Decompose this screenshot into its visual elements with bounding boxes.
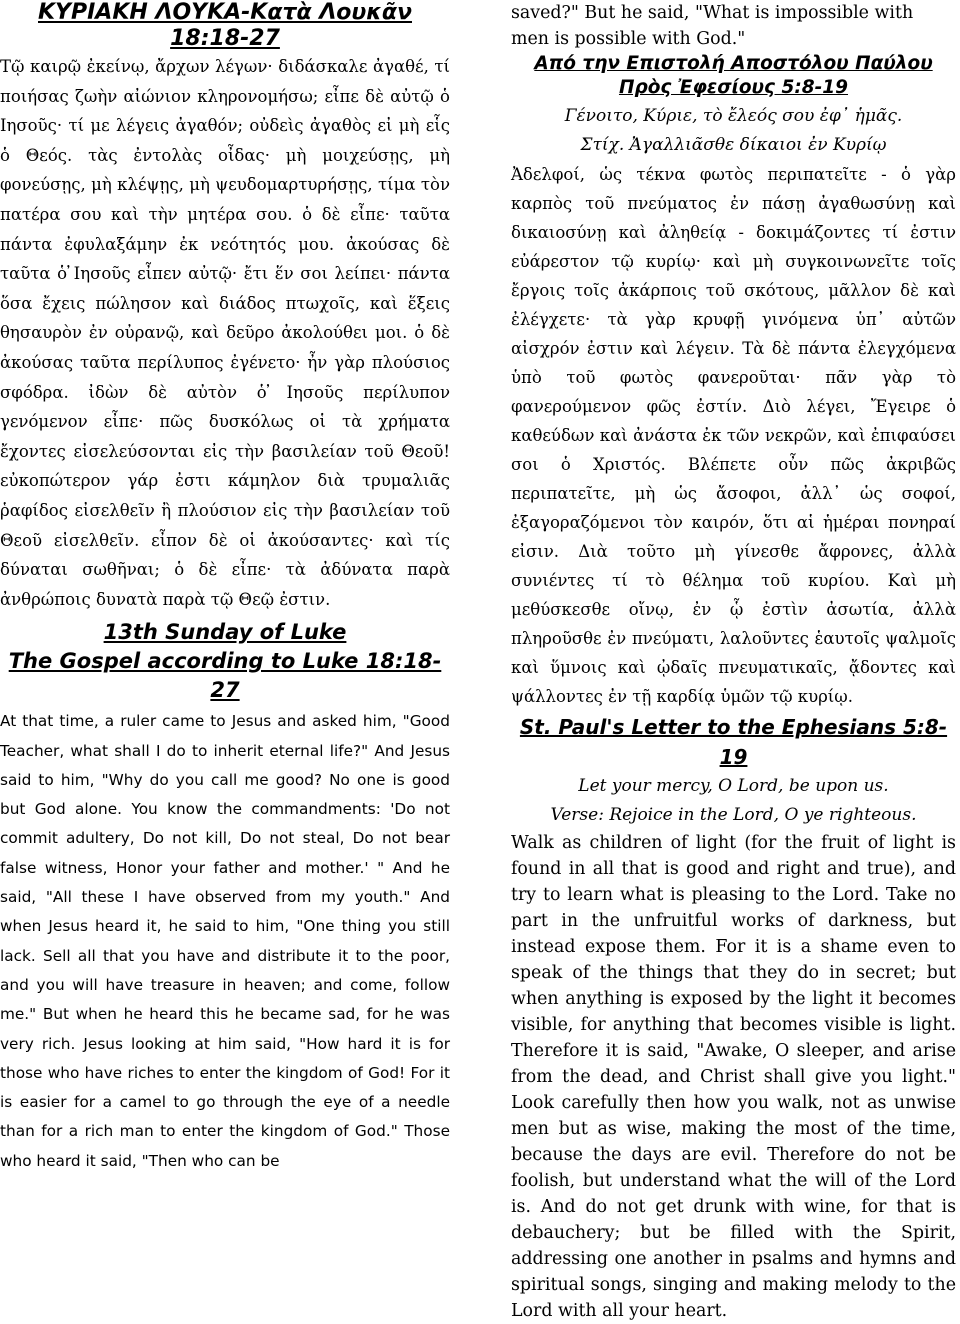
greek-epistle-heading: Από την Επιστολή Αποστόλου Παύλου Πρὸς Ἐφεσίους 5:8-19 xyxy=(534,53,933,98)
english-epistle-heading: St. Paul's Letter to the Ephesians 5:8-19 xyxy=(519,715,948,769)
greek-verse: Στίχ. Ἀγαλλιᾶσθε δίκαιοι ἐν Κυρίῳ xyxy=(580,135,887,155)
left-column xyxy=(0,0,450,1176)
greek-gospel-heading: ΚΥΡΙΑΚΗ ΛΟΥΚΑ-Κατὰ Λουκᾶν 18:18-27 xyxy=(38,0,412,51)
english-sunday-heading: 13th Sunday of Luke xyxy=(103,620,347,645)
greek-epistle-text: Ἀδελφοί, ὡς τέκνα φωτὸς περιπατεῖτε - ὁ γὰρ καρπὸς τοῦ πνεύματος ἐν πάσῃ ἀγαθωσύνῃ καὶ δικαιοσύνῃ καὶ ἀληθείᾳ - δοκιμάζοντες τί ἐστιν εὐάρεστον τῷ κυρίῳ· καὶ μὴ συγκοινωνεῖτε τοῖς ἔργοις τοῖς ἀκάρποις τοῦ σκότους, μᾶλλον δὲ καὶ ἐλέγχετε· τὰ γὰρ κρυφῇ γινόμενα ὑπ᾿ αὐτῶν αἰσχρόν ἐστιν καὶ λέγειν. Τὰ δὲ πάντα ἐλεγχόμενα ὑπὸ τοῦ φωτὸς φανεροῦται· πᾶν γὰρ τὸ φανερούμενον φῶς ἐστίν. Διὸ λέγει, Ἔγειρε ὁ καθεύδων καὶ ἀνάστα ἐκ τῶν νεκρῶν, καὶ ἐπιφαύσει σοι ὁ Χριστός. Βλέπετε οὖν πῶς ἀκριβῶς περιπατεῖτε, μὴ ὡς ἄσοφοι, ἀλλ᾿ ὡς σοφοί, ἐξαγοραζόμενοι τὸν καιρόν, ὅτι αἱ ἡμέραι πονηραί εἰσιν. Διὰ τοῦτο μὴ γίνεσθε ἄφρονες, ἀλλὰ συνιέντες τί τὸ θέλημα τοῦ κυρίου. Καὶ μὴ μεθύσκεσθε οἴνῳ, ἐν ᾧ ἐστὶν ἀσωτία, ἀλλὰ πληροῦσθε ἐν πνεύματι, λαλοῦντες ἑαυτοῖς ψαλμοῖς καὶ ὕμνοις καὶ ᾠδαῖς πνευματικαῖς, ᾄδοντες καὶ ψάλλοντες ἐν τῇ καρδίᾳ ὑμῶν τῷ κυρίῳ. xyxy=(511,165,956,706)
english-gospel-heading: The Gospel according to Luke 18:18-27 xyxy=(8,649,442,703)
english-epistle-text: Walk as children of light (for the fruit of light is found in all that is good and right and true), and try to learn what is pleasing to the Lord. Take no part in the unfruitful works of darkness, but instead expose them. For it is a shame even to speak of the things that they do in secret; but when anything is exposed by the light it becomes visible, for anything that becomes visible is light. Therefore it is said, "Awake, O sleeper, and arise from the dead, and Christ shall give you light." Look carefully then how you walk, not as unwise men but as wise, making the most of the time, because the days are evil. Therefore do not be foolish, but understand what the will of the Lord is. And do not get drunk with wine, for that is debauchery; but be filled with the Spirit, addressing one another in psalms and hymns and spiritual songs, singing and making melody to the Lord with all your heart. xyxy=(511,833,956,1321)
english-gospel-continued: saved?" But he said, "What is impossible with men is possible with God." xyxy=(511,3,914,49)
greek-prokeimenon: Γένοιτο, Κύριε, τὸ ἔλεός σου ἐφ᾿ ἡμᾶς. xyxy=(564,106,903,126)
english-verse: Verse: Rejoice in the Lord, O ye righteous. xyxy=(550,805,917,825)
right-column xyxy=(511,0,956,1324)
greek-gospel-text: Τῷ καιρῷ ἐκείνῳ, ἄρχων λέγων· διδάσκαλε ἀγαθέ, τί ποιήσας ζωὴν αἰώνιον κληρονομήσω; εἶπε δὲ αὐτῷ ὁ ̓Ιησοῦς· τί με λέγεις ἀγαθόν; οὐδεὶς ἀγαθὸς εἰ μὴ εἷς ὁ Θεός. τὰς ἐντολὰς οἶδας· μὴ μοιχεύσῃς, μὴ φονεύσῃς, μὴ κλέψῃς, μὴ ψευδομαρτυρήσῃς, τίμα τὸν πατέρα σου καὶ τὴν μητέρα σου. ὁ δὲ εἶπε· ταῦτα πάντα ἐφυλαξάμην ἐκ νεότητός μου. ἀκούσας δὲ ταῦτα ὁ ̓Ιησοῦς εἶπεν αὐτῷ· ἔτι ἕν σοι λείπει· πάντα ὅσα ἔχεις πώλησον καὶ διάδος πτωχοῖς, καὶ ἕξεις θησαυρὸν ἐν οὐρανῷ, καὶ δεῦρο ἀκολούθει μοι. ὁ δὲ ἀκούσας ταῦτα περίλυπος ἐγένετο· ἦν γὰρ πλούσιος σφόδρα. ἰδὼν δὲ αὐτὸν ὁ ̓Ιησοῦς περίλυπον γενόμενον εἶπε· πῶς δυσκόλως οἱ τὰ χρήματα ἔχοντες εἰσελεύσονται εἰς τὴν βασιλείαν τοῦ Θεοῦ! εὐκοπώτερον γάρ ἐστι κάμηλον διὰ τρυμαλιᾶς ῥαφίδος εἰσελθεῖν ἢ πλούσιον εἰς τὴν βασιλείαν τοῦ Θεοῦ εἰσελθεῖν. εἶπον δὲ οἱ ἀκούσαντες· καὶ τίς δύναται σωθῆναι; ὁ δὲ εἶπε· τὰ ἀδύνατα παρὰ ἀνθρώποις δυνατὰ παρὰ τῷ Θεῷ ἐστιν. xyxy=(0,57,450,609)
english-prokeimenon: Let your mercy, O Lord, be upon us. xyxy=(578,776,889,796)
english-gospel-text: At that time, a ruler came to Jesus and asked him, "Good Teacher, what shall I do to inherit eternal life?" And Jesus said to him, "Why do you call me good? No one is good but God alone. You know the commandments: 'Do not commit adultery, Do not kill, Do not steal, Do not bear false witness, Honor your father and mother.' " And he said, "All these I have observed from my youth." And when Jesus heard it, he said to him, "One thing you still lack. Sell all that you have and distribute it to the poor, and you will have treasure in heaven; and come, follow me." But when he heard this he became sad, for he was very rich. Jesus looking at him said, "How hard it is for those who have riches to enter the kingdom of God! For it is easier for a camel to go through the eye of a needle than for a rich man to enter the kingdom of God." Those who heard it said, "Then who can be xyxy=(0,712,450,1170)
